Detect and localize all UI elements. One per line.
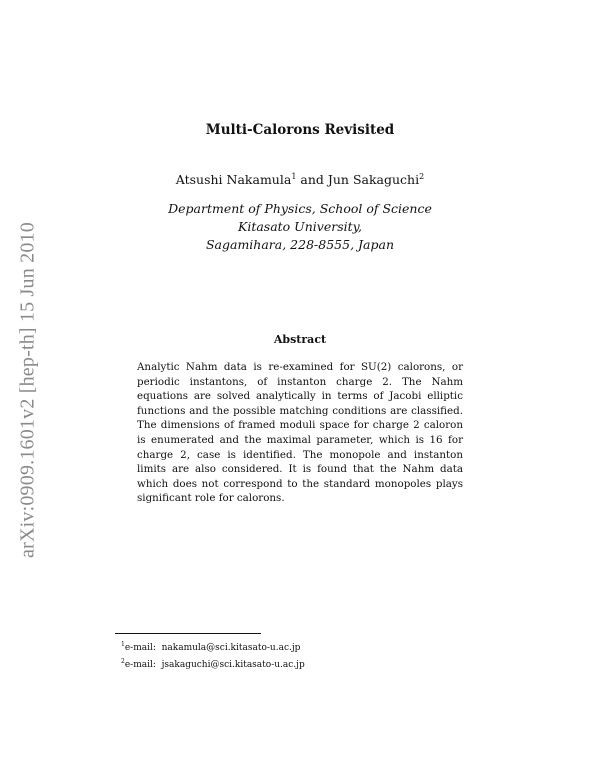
footnote-marker: 1 xyxy=(291,172,297,181)
footnote-marker: 2 xyxy=(121,658,125,665)
affiliation-block xyxy=(0,200,600,254)
footnote xyxy=(121,638,305,655)
abstract-heading: Abstract xyxy=(273,333,327,346)
footnote-divider xyxy=(115,633,261,634)
affiliation-line: Kitasato University, xyxy=(237,219,363,234)
footnote-marker: 2 xyxy=(419,172,425,181)
footnote-marker: 1 xyxy=(121,641,125,648)
author-name: Jun Sakaguchi xyxy=(327,172,420,188)
footnotes xyxy=(121,638,305,672)
author-name: Atsushi Nakamula xyxy=(175,172,292,188)
arxiv-identifier: arXiv:0909.1601v2 [hep-th] 15 Jun 2010 xyxy=(16,222,39,558)
footnote-text: e-mail: jsakaguchi@sci.kitasato-u.ac.jp xyxy=(124,660,305,670)
affiliation-line: Department of Physics, School of Science xyxy=(168,201,432,216)
author-line xyxy=(0,172,600,187)
footnote-text: e-mail: nakamula@sci.kitasato-u.ac.jp xyxy=(124,643,301,653)
abstract-body: Analytic Nahm data is re-examined for SU(2) calorons, or periodic instantons, of instanton charge 2. The Nahm equations are solved analytically in terms of Jacobi elliptic functions and the possible matching conditions are classified. The dimensions of framed moduli space for charge 2 caloron is enumerated and the maximal parameter, which is 16 for charge 2, case is identified. The monopole and instanton limits are also considered. It is found that the Nahm data which does not correspond to the standard monopoles plays significant role for calorons. xyxy=(137,361,463,505)
author-conjunction: and xyxy=(296,172,328,188)
paper-title: Multi-Calorons Revisited xyxy=(205,122,395,138)
footnote xyxy=(121,655,305,672)
affiliation-line: Sagamihara, 228-8555, Japan xyxy=(205,237,394,252)
